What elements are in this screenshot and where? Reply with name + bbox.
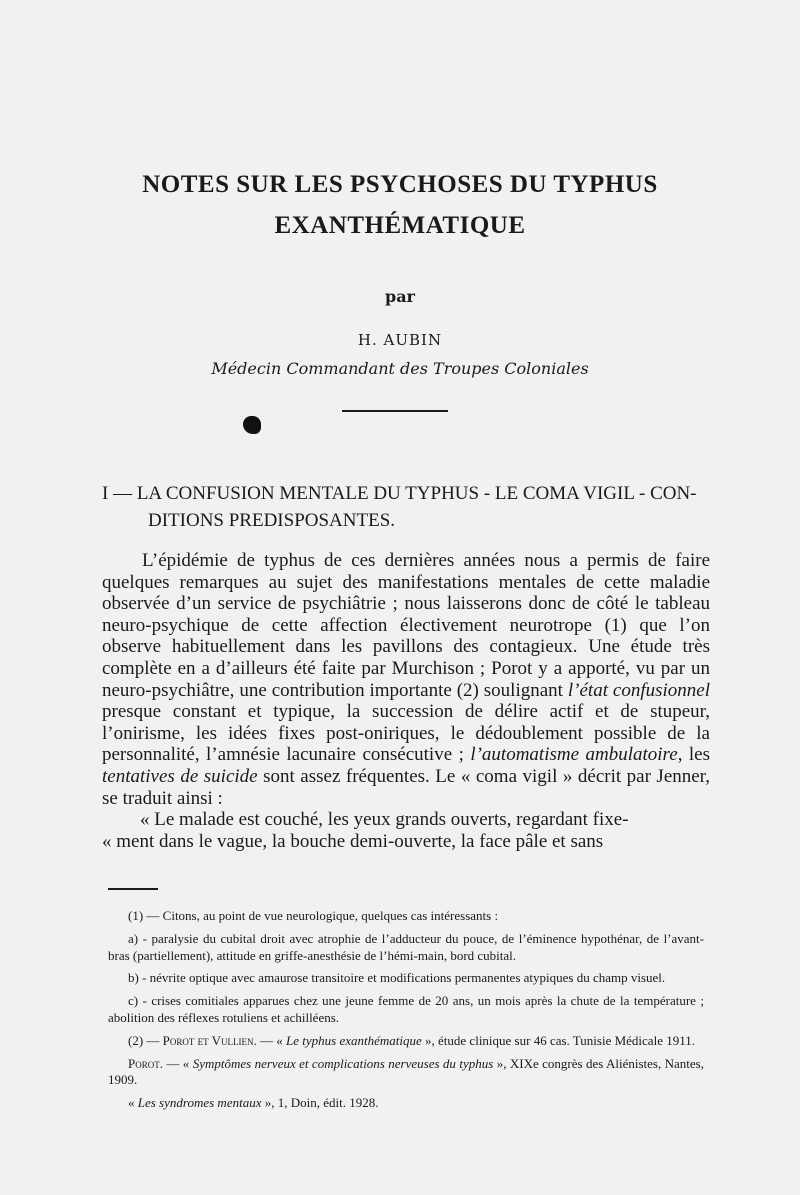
paragraph-text: , les [677,744,710,766]
footnotes [108,908,704,1118]
section-heading [102,480,712,534]
title-divider [342,410,448,412]
body-paragraph-1 [102,550,710,809]
citation-details: », 1, Doin, édit. 1928. [261,1095,379,1111]
footnote-1-c: c) - crises comitiales apparues chez une jeune femme de 20 ans, un mois après la chute de la température ; abolition des réflexes rotuliens et achilléens. [108,993,704,1025]
paragraph-text: sont assez fréquentes. Le « coma vigil » décrit par Jenner, se traduit ainsi : [102,765,710,809]
footnote-2-b [108,1056,704,1090]
citation-title: Le typhus exanthématique [286,1032,422,1048]
author-affiliation: Médecin Commandant des Troupes Coloniales [211,359,589,378]
citation-title: Symptômes nerveux et complications nerveuses du typhus [192,1055,494,1071]
citation-separator: « [128,1095,138,1111]
citation-separator: — « [256,1032,287,1048]
quote-line-1: « Le malade est couché, les yeux grands ouverts, regardant fixe- [140,809,629,831]
footnote-2-c [108,1095,704,1112]
section-heading-line-1: I — LA CONFUSION MENTALE DU TYPHUS - LE COMA VIGIL - CON- [102,483,697,504]
byline-par: par [385,287,415,306]
title-line-1: NOTES SUR LES PSYCHOSES DU TYPHUS [142,171,658,198]
ink-blot-mark [243,416,261,434]
citation-separator: — « [162,1055,193,1071]
emphasis-text: tentatives de suicide [102,765,258,787]
article-title [0,172,800,238]
footnote-1-intro: (1) — Citons, au point de vue neurologique, quelques cas intéressants : [128,908,499,923]
citation-authors: (2) — Porot et Vullien. [128,1032,257,1048]
citation-title: Les syndromes mentaux [137,1095,262,1111]
citation-details: », XIXe congrès des Aliénistes, Nantes, 1909. [108,1055,704,1088]
footnote-2-a [108,1033,704,1050]
paragraph-text: L’épidémie de typhus de ces dernières années nous a permis de faire quelques remarques au sujet des manifestations mentales de cette maladie observée d’un service de psychiâtrie ; nous laisserons donc de côté le tableau neuro-psychique de cette affection électivement neurotrope (1) que l’on observe habituellement dans les pavillons des contagieux. Une étude très complète en a d’ailleurs été faite par Murchison ; Porot y a apporté, vu par un neuro-psychiâtre, une contribution importante (2) soulignant [102,550,710,701]
emphasis-text: l’état confusionnel [567,679,710,701]
footnote-divider [108,888,158,890]
citation-authors: Porot. [128,1055,163,1071]
footnote-1-b: b) - névrite optique avec amaurose transitoire et modifications permanentes atypiques du champ visuel. [128,970,666,986]
emphasis-text: l’automatisme ambulatoire [470,744,678,766]
footnote-1-a: a) - paralysie du cubital droit avec atrophie de l’adducteur du pouce, de l’éminence hypothénar, de l’avant-bras (partiellement), attitude en griffe-anesthésie de l’hémi-main, bord cubital. [108,930,704,963]
body-text [102,550,710,852]
quote-line-2: « ment dans le vague, la bouche demi-ouverte, la face pâle et sans [102,830,604,852]
title-line-2: EXANTHÉMATIQUE [274,212,526,239]
citation-details: », étude clinique sur 46 cas. Tunisie Médicale 1911. [421,1032,695,1048]
section-heading-line-2: DITIONS PREDISPOSANTES. [148,510,396,531]
paragraph-text: presque constant et typique, la succession de délire actif et de stupeur, l’onirisme, les idées fixes post-oniriques, le dédoublement possible de la personnalité, l’amnésie lacunaire consécutive ; [102,701,710,766]
author-name: H. AUBIN [357,331,443,349]
